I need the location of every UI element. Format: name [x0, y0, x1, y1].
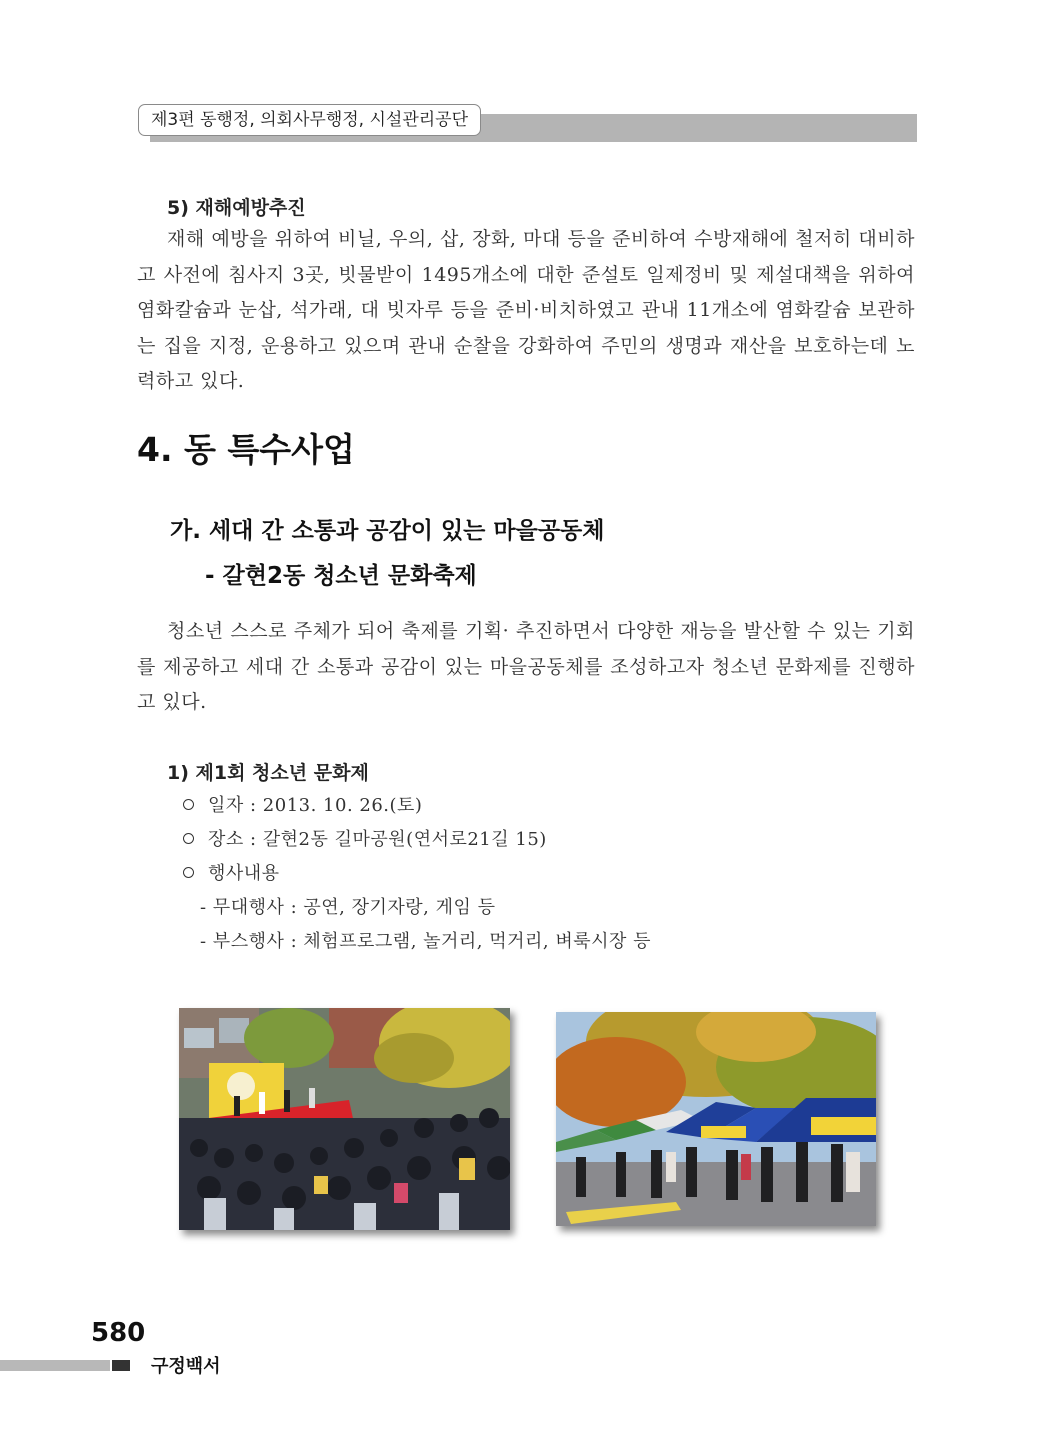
footer-square: [112, 1360, 130, 1371]
festival-place-text: 장소 : 갈현2동 길마공원(연서로21길 15): [208, 829, 547, 850]
stage-photo: [179, 1008, 510, 1230]
footer-bar: [0, 1360, 110, 1371]
festival-stage: - 무대행사 : 공연, 장기자랑, 게임 등: [200, 897, 496, 918]
book-title: 구정백서: [151, 1356, 221, 1377]
festival-date-text: 일자 : 2013. 10. 26.(토): [208, 795, 423, 816]
festival-date: [183, 791, 422, 817]
bullet-icon: [183, 867, 194, 878]
festival-place: [183, 825, 547, 851]
section-title: 4. 동 특수사업: [137, 430, 355, 469]
festival-program-text: 행사내용: [208, 863, 280, 884]
booth-photo: [556, 1012, 876, 1226]
section-subtitle-2: - 갈현2동 청소년 문화축제: [205, 563, 477, 589]
disaster-paragraph: 재해 예방을 위하여 비닐, 우의, 삽, 장화, 마대 등을 준비하여 수방재해에 철저히 대비하고 사전에 침사지 3곳, 빗물받이 1495개소에 대한 준설토 일제정비 및 제설대책을 위하여 염화칼슘과 눈삽, 석가래, 대 빗자루 등을 준비·비치하였고 관내 11개소에 염화칼슘 보관하는 집을 지정, 운용하고 있으며 관내 순찰을 강화하여 주민의 생명과 재산을 보호하는데 노력하고 있다.: [137, 228, 915, 392]
disaster-heading: 5) 재해예방추진: [167, 197, 306, 219]
festival-booth: - 부스행사 : 체험프로그램, 놀거리, 먹거리, 벼룩시장 등: [200, 931, 652, 952]
festival-program: [183, 859, 280, 885]
bullet-icon: [183, 799, 194, 810]
festival-heading: 1) 제1회 청소년 문화제: [167, 762, 369, 784]
section-paragraph: 청소년 스스로 주체가 되어 축제를 기획· 추진하면서 다양한 재능을 발산할 수 있는 기회를 제공하고 세대 간 소통과 공감이 있는 마을공동체를 조성하고자 청소년 문화제를 진행하고 있다.: [137, 620, 915, 713]
page-number: 580: [91, 1318, 146, 1348]
section-subtitle: 가. 세대 간 소통과 공감이 있는 마을공동체: [170, 518, 605, 544]
bullet-icon: [183, 833, 194, 844]
chapter-tab: 제3편 동행정, 의회사무행정, 시설관리공단: [138, 104, 481, 136]
